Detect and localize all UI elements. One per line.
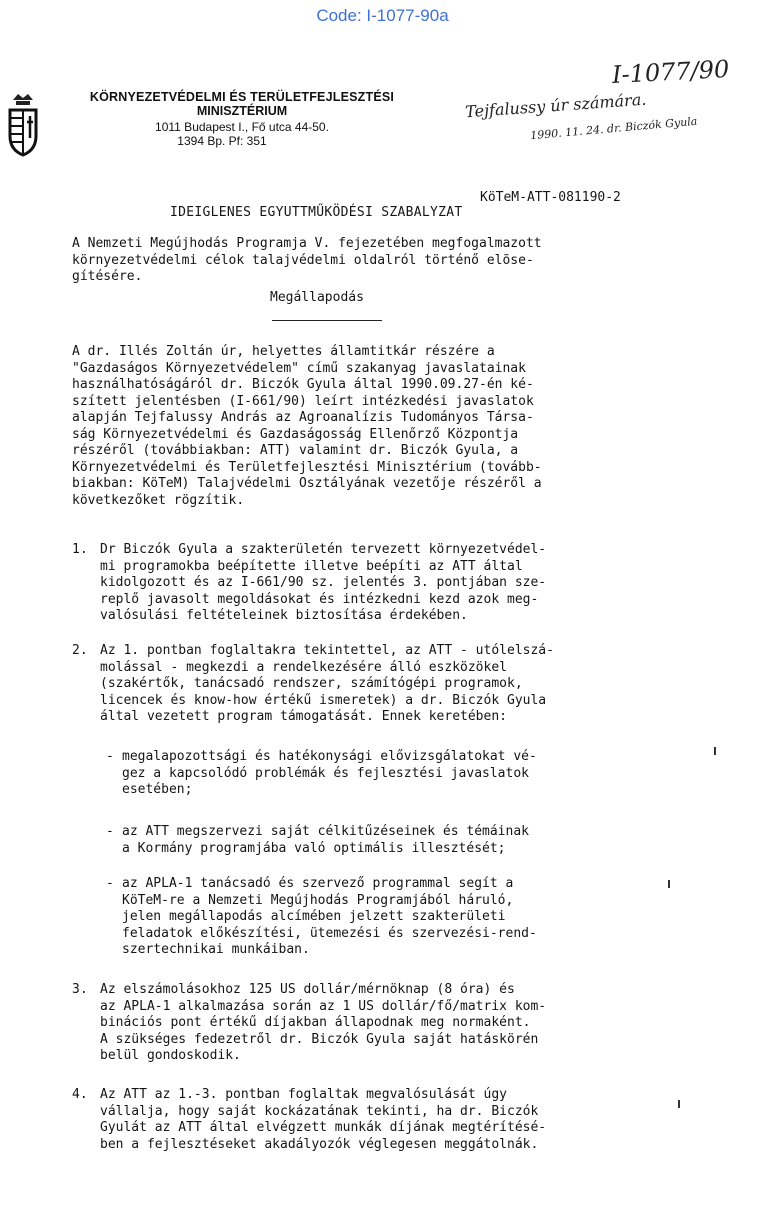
item-text: Az 1. pontban foglaltakra tekintettel, az ATT - utólelszá- molással - megkezdi a rendelkezésére álló eszközökel (szakértők, tanácsadó rendszer, számítógépi programok, licencek és know-how értékű ismeretek) a dr. Biczók Gyula által vezetett program támogatását. Ennek keretében: (100, 643, 554, 724)
document-code-label: Code: I-1077-90a (316, 6, 449, 25)
item-text: Az ATT az 1.-3. pontban foglaltak megvalósulását úgy vállalja, hogy saját kockázatának tekinti, ha dr. Biczók Gyulát az ATT által elvégzett munkák díjának megtérítésé- ben a fejlesztéseket akadályozók véglegesen meggátolnák. (100, 1087, 547, 1152)
intro-paragraph: A Nemzeti Megújhodás Programja V. fejezetében megfogalmazott környezetvédelmi célok talajvédelmi oldalról történő elõse- gítésére. (72, 236, 542, 284)
subtitle-underline (272, 320, 382, 321)
letterhead-postbox: 1394 Bp. Pf: 351 (177, 134, 267, 148)
letterhead-line-1: KÖRNYEZETVÉDELMI ÉS TERÜLETFEJLESZTÉSI (89, 90, 395, 104)
item-number: 1. (72, 542, 88, 557)
bullet-marker: - (106, 749, 114, 764)
bullet-text: az ATT megszervezi saját célkitűzéseinek és témáinak a Kormány programjába való optimális illesztését; (122, 824, 529, 856)
handwritten-date-signature: 1990. 11. 24. dr. Biczók Gyula (529, 114, 698, 143)
item-number: 2. (72, 643, 88, 658)
section-subtitle: Megállapodás (270, 290, 364, 305)
scan-speck (678, 1100, 680, 1108)
scan-speck (668, 880, 670, 888)
letterhead-line-2: MINISZTÉRIUM (196, 104, 288, 118)
coat-of-arms-emblem (6, 92, 40, 158)
bullet-marker: - (106, 876, 114, 891)
item-text: Dr Biczók Gyula a szakterületén tervezett környezetvédel- mi programokba beépítette illetve beépíti az ATT által kidolgozott és az I-661/90 sz. jelentés 3. pontjában sze- replő javasolt megoldásokat és intézkedni kezd azok meg- valósulási feltételeinek biztosítása érdekében. (100, 542, 547, 623)
document-title: IDEIGLENES EGYUTTMŰKÖDÉSI SZABALYZAT (170, 205, 463, 220)
document-reference: KöTeM-ATT-081190-2 (480, 190, 621, 205)
item-text: Az elszámolásokhoz 125 US dollár/mérnöknap (8 óra) és az APLA-1 alkalmazása során az 1 US dollár/fő/matrix kom- binációs pont értékű díjakban állapodnak meg normaként. A szükséges fedezetről dr. Biczók Gyula saját hatáskörén belül gondoskodik. (100, 982, 547, 1063)
item-number: 4. (72, 1087, 88, 1102)
ministry-letterhead (52, 90, 432, 148)
preamble-paragraph: A dr. Illés Zoltán úr, helyettes államtitkár részére a "Gazdaságos Környezetvédelem" című szakanyag javaslatainak használhatóságáról dr. Biczók Gyula által 1990.09.27-én ké- szített jelentésben (I-661/90) leírt intézkedési javaslatok alapján Tejfalussy András az Agroanalízis Tudományos Társa- ság Környezetvédelmi és Gazdaságosság Ellenőrző Központja részéről (továbbiakban: ATT) valamint dr. Biczók Gyula, a Környezetvédelmi és Területfejlesztési Minisztérium (tovább- biakban: KöTeM) Talajvédelmi Osztályának vezetője részéről a következőket rögzítik. (72, 344, 542, 508)
item-number: 3. (72, 982, 88, 997)
letterhead-address: 1011 Budapest I., Fő utca 44-50. (155, 120, 329, 134)
scan-speck (714, 747, 716, 755)
bullet-text: megalapozottsági és hatékonysági elővizsgálatokat vé- gez a kapcsolódó problémák és fejlesztési javaslatok esetében; (122, 749, 537, 797)
bullet-marker: - (106, 824, 114, 839)
handwritten-reference-number: I-1077/90 (611, 54, 730, 90)
handwritten-note: Tejfalussy úr számára. (464, 89, 647, 122)
bullet-text: az APLA-1 tanácsadó és szervező programmal segít a KöTeM-re a Nemzeti Megújhodás Programjából háruló, jelen megállapodás alcímében jelzett szakterületi feladatok előkészítési, ütemezési és szervezési-rend- szertechnikai munkáiban. (122, 876, 537, 957)
